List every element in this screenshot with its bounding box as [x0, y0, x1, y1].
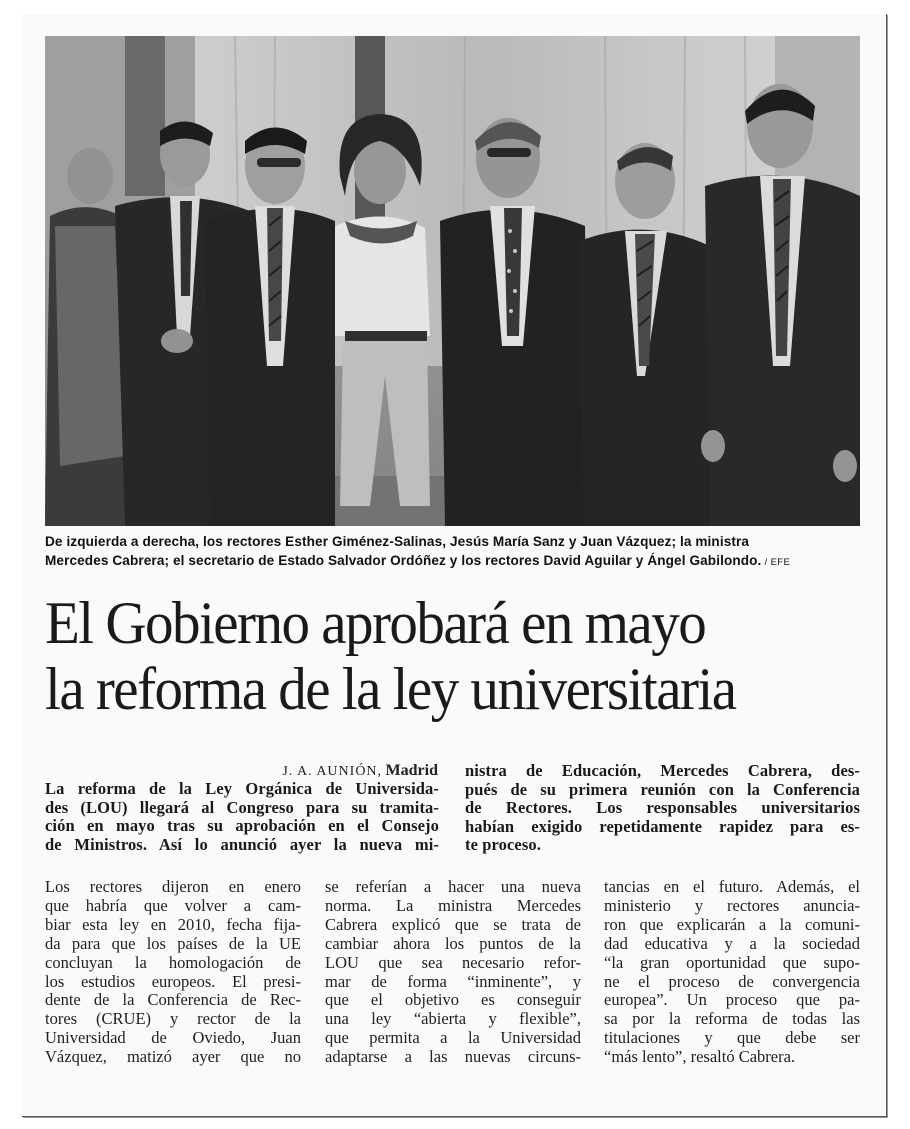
body-line: europea”. Un proceso que pa-	[604, 990, 860, 1010]
body-line: cambiar ahora los puntos de la	[325, 933, 581, 953]
headline	[45, 590, 824, 722]
body-line: sa por la reforma de todas las	[604, 1009, 860, 1029]
headline-line-1: El Gobierno aprobará en mayo	[45, 590, 706, 656]
body-line: que habría que volver a cam-	[45, 895, 301, 915]
lead-line: te proceso.	[465, 835, 541, 854]
group-photo	[45, 36, 860, 526]
body-line: biar esta ley en 2010, fecha fija-	[45, 914, 301, 934]
body-line: tancias en el futuro. Además, el	[604, 877, 860, 896]
body-line: Los rectores dijeron en enero	[45, 877, 301, 896]
body-line: Vázquez, matizó ayer que no	[45, 1047, 301, 1067]
byline-place: Madrid	[385, 762, 438, 779]
lead-line: de Ministros. Así lo anunció ayer la nueva mi-	[45, 834, 439, 854]
lead-column-right	[465, 762, 860, 855]
photo-caption	[45, 532, 860, 572]
lead-line: habían exigido repetidamente rapidez para es-	[465, 816, 860, 836]
body-line: ministerio y rectores anuncia-	[604, 895, 860, 915]
body-line: dad educativa y a la sociedad	[604, 933, 860, 953]
caption-line	[45, 551, 860, 572]
caption-line: De izquierda a derecha, los rectores Esther Giménez-Salinas, Jesús María Sanz y Juan Vázquez; la ministra	[45, 534, 750, 549]
body-line: una ley “abierta y flexible”,	[325, 1009, 581, 1029]
caption-line-text: Mercedes Cabrera; el secretario de Estado Salvador Ordóñez y los rectores David Aguilar y Ángel Gabilondo.	[45, 553, 762, 568]
body-column-3	[604, 878, 860, 1067]
body-line: ron que explicarán a la comuni-	[604, 914, 860, 934]
body-line: titulaciones y que debe ser	[604, 1028, 860, 1048]
byline-author: J. A. AUNIÓN,	[282, 764, 383, 779]
body-line: los estudios europeos. El presi-	[45, 971, 301, 991]
lead-line: ción en mayo tras su aprobación en el Consejo	[45, 816, 439, 835]
body-line: Cabrera explicó que se trata de	[325, 914, 581, 934]
body-line: que permita a la Universidad	[325, 1028, 581, 1048]
body-line: mar de forma “inminente”, y	[325, 971, 581, 991]
body-line: dente de la Conferencia de Rec-	[45, 990, 301, 1010]
body-column-2	[325, 878, 581, 1067]
body-line: “más lento”, resaltó Cabrera.	[604, 1047, 796, 1067]
body-line: Universidad de Oviedo, Juan	[45, 1028, 301, 1048]
lead-column-left	[45, 780, 439, 854]
lead-line: des (LOU) llegará al Congreso para su tramita-	[45, 797, 439, 817]
lead-line: La reforma de la Ley Orgánica de Universida-	[45, 779, 439, 798]
lead-line: nistra de Educación, Mercedes Cabrera, des-	[465, 761, 860, 780]
body-line: tores (CRUE) y rector de la	[45, 1009, 301, 1029]
body-line: se referían a hacer una nueva	[325, 877, 581, 896]
lead-line: pués de su primera reunión con la Conferencia	[465, 779, 860, 799]
body-line: “la gran oportunidad que supo-	[604, 952, 860, 972]
headline-line-2: la reforma de la ley universitaria	[45, 656, 736, 722]
photo-credit: / EFE	[761, 557, 791, 568]
body-line: ne el proceso de convergencia	[604, 971, 860, 991]
group-photo-icon	[45, 36, 860, 526]
body-line: que el objetivo es conseguir	[325, 990, 581, 1010]
body-line: LOU que sea necesario refor-	[325, 952, 581, 972]
body-line: da para que los países de la UE	[45, 933, 301, 953]
body-column-1	[45, 878, 301, 1067]
body-line: norma. La ministra Mercedes	[325, 895, 581, 915]
body-line: concluyan la homologación de	[45, 952, 301, 972]
body-line: adaptarse a las nuevas circuns-	[325, 1047, 581, 1067]
lead-line: de Rectores. Los responsables universitarios	[465, 798, 860, 817]
